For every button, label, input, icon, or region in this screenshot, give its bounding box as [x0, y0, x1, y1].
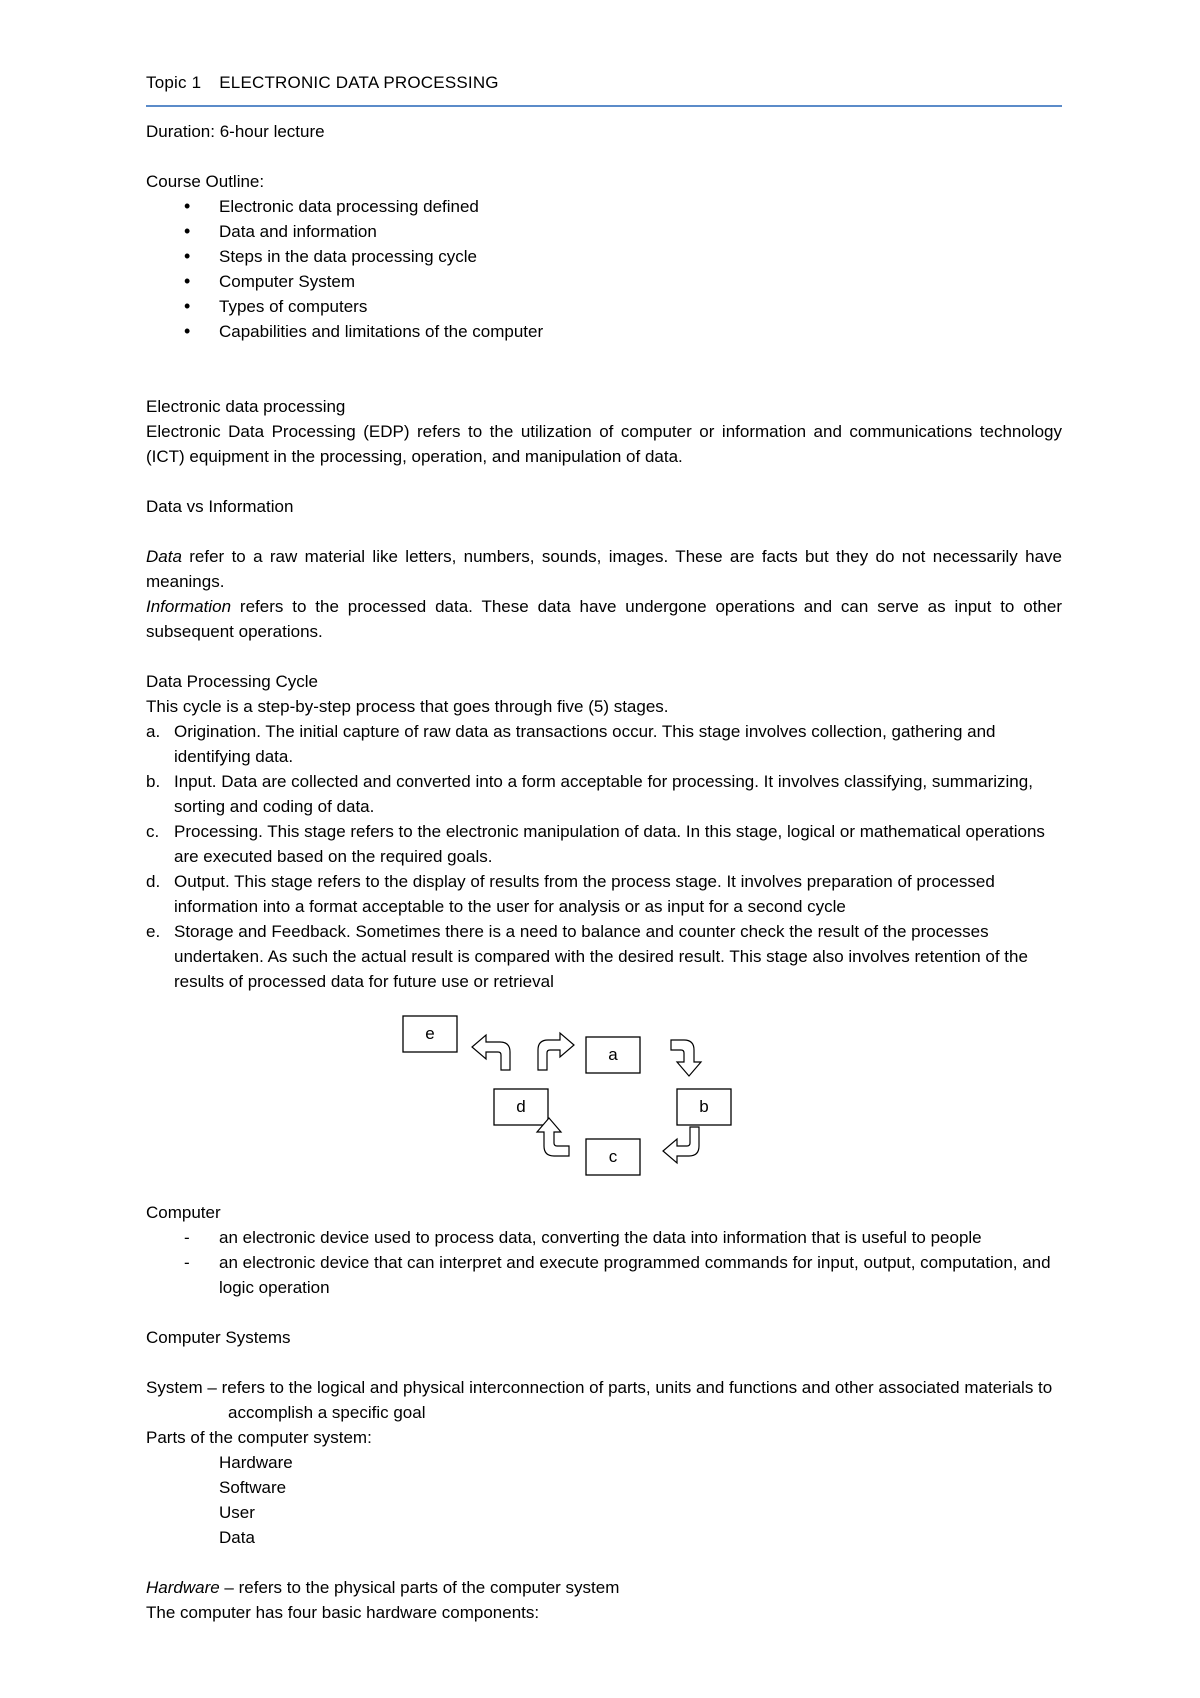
header-rule [146, 105, 1062, 107]
computer-definitions [146, 1225, 1062, 1300]
duration-line: Duration: 6-hour lecture [146, 122, 325, 141]
topic-heading [146, 73, 499, 92]
parts-title: Parts of the computer system: [146, 1428, 372, 1447]
hardware-definition-text: – refers to the physical parts of the computer system [219, 1578, 620, 1597]
system-definition: System – refers to the logical and physical interconnection of parts, units and functions and other associated materials to accomplish a specific goal [146, 1378, 1053, 1422]
information-definition [146, 594, 1062, 644]
document-page [146, 70, 1062, 1625]
step-text: Output. This stage refers to the display of results from the process stage. It involves preparation of processed information into a format acceptable to the user for analysis or as input for a second cycle [174, 872, 995, 916]
course-outline-list [146, 194, 1062, 344]
node-b [677, 1089, 731, 1125]
outline-item: • Capabilities and limitations of the computer [146, 319, 1062, 344]
cycle-step [146, 869, 1062, 919]
node-d [494, 1089, 548, 1125]
bent-arrow-icon [472, 1035, 510, 1070]
topic-number: Topic 1 [146, 73, 202, 92]
step-text: Processing. This stage refers to the electronic manipulation of data. In this stage, logical or mathematical operations are executed based on the required goals. [174, 822, 1045, 866]
cycle-step [146, 719, 1062, 769]
node-a [586, 1037, 640, 1073]
hardware-term: Hardware [146, 1578, 220, 1597]
cycle-step [146, 919, 1062, 994]
outline-item: • Steps in the data processing cycle [146, 244, 1062, 269]
cycle-step [146, 769, 1062, 819]
outline-item: • Electronic data processing defined [146, 194, 1062, 219]
part-item: Software [219, 1478, 287, 1497]
data-definition [146, 544, 1062, 594]
step-marker: d. [146, 872, 161, 891]
computer-heading: Computer [146, 1203, 221, 1222]
hardware-definition [146, 1575, 1062, 1600]
information-term: Information [146, 597, 232, 616]
computer-definition-item: - an electronic device that can interpret and execute programmed commands for input, output, computation, and logic operation [146, 1250, 1062, 1300]
node-e-label: e [425, 1024, 435, 1043]
outline-item: • Data and information [146, 219, 1062, 244]
step-marker: c. [146, 822, 160, 841]
node-d-label: d [516, 1097, 526, 1116]
data-vs-info-heading: Data vs Information [146, 497, 294, 516]
data-term: Data [146, 547, 182, 566]
data-definition-text: refer to a raw material like letters, numbers, sounds, images. These are facts but they do not necessarily have meanings. [146, 547, 1062, 591]
part-item: Data [219, 1528, 255, 1547]
information-definition-text: refers to the processed data. These data have undergone operations and can serve as input to other subsequent operations. [146, 597, 1062, 641]
part-item: Hardware [219, 1453, 293, 1472]
cycle-diagram [146, 1000, 1062, 1200]
step-marker: e. [146, 922, 161, 941]
step-text: Storage and Feedback. Sometimes there is a need to balance and counter check the result of the processes undertaken. As such the actual result is compared with the desired result. This stage also involves retention of the results of processed data for future use or retrieval [174, 922, 1028, 991]
bent-arrow-icon [663, 1127, 699, 1163]
cycle-step [146, 819, 1062, 869]
node-c-label: c [608, 1147, 618, 1166]
parts-list [146, 1450, 1062, 1550]
bent-arrow-icon [671, 1040, 701, 1076]
step-marker: a. [146, 722, 161, 741]
course-outline-title: Course Outline: [146, 172, 265, 191]
computer-systems-heading: Computer Systems [146, 1328, 291, 1347]
computer-definition-item: - an electronic device used to process data, converting the data into information that is useful to people [146, 1225, 1062, 1250]
node-c [586, 1139, 640, 1175]
step-text: Input. Data are collected and converted into a form acceptable for processing. It involves classifying, summarizing, sorting and coding of data. [174, 772, 1033, 816]
cycle-intro: This cycle is a step-by-step process that goes through five (5) stages. [146, 697, 669, 716]
outline-item: • Types of computers [146, 294, 1062, 319]
cycle-diagram-svg [146, 1000, 1062, 1200]
cycle-heading: Data Processing Cycle [146, 672, 318, 691]
node-b-label: b [699, 1097, 709, 1116]
bent-arrow-icon [538, 1033, 574, 1070]
edp-definition: Electronic Data Processing (EDP) refers to the utilization of computer or information and communications technology (ICT) equipment in the processing, operation, and manipulation of data. [146, 422, 1062, 466]
topic-title: ELECTRONIC DATA PROCESSING [219, 73, 499, 92]
node-a-label: a [608, 1045, 618, 1064]
step-text: Origination. The initial capture of raw data as transactions occur. This stage involves collection, gathering and identifying data. [174, 722, 996, 766]
page-header [146, 70, 1062, 107]
step-marker: b. [146, 772, 161, 791]
cycle-steps [146, 719, 1062, 994]
hardware-components-line: The computer has four basic hardware components: [146, 1603, 540, 1622]
part-item: User [219, 1503, 255, 1522]
outline-item: • Computer System [146, 269, 1062, 294]
node-e [403, 1016, 457, 1052]
edp-heading: Electronic data processing [146, 397, 346, 416]
